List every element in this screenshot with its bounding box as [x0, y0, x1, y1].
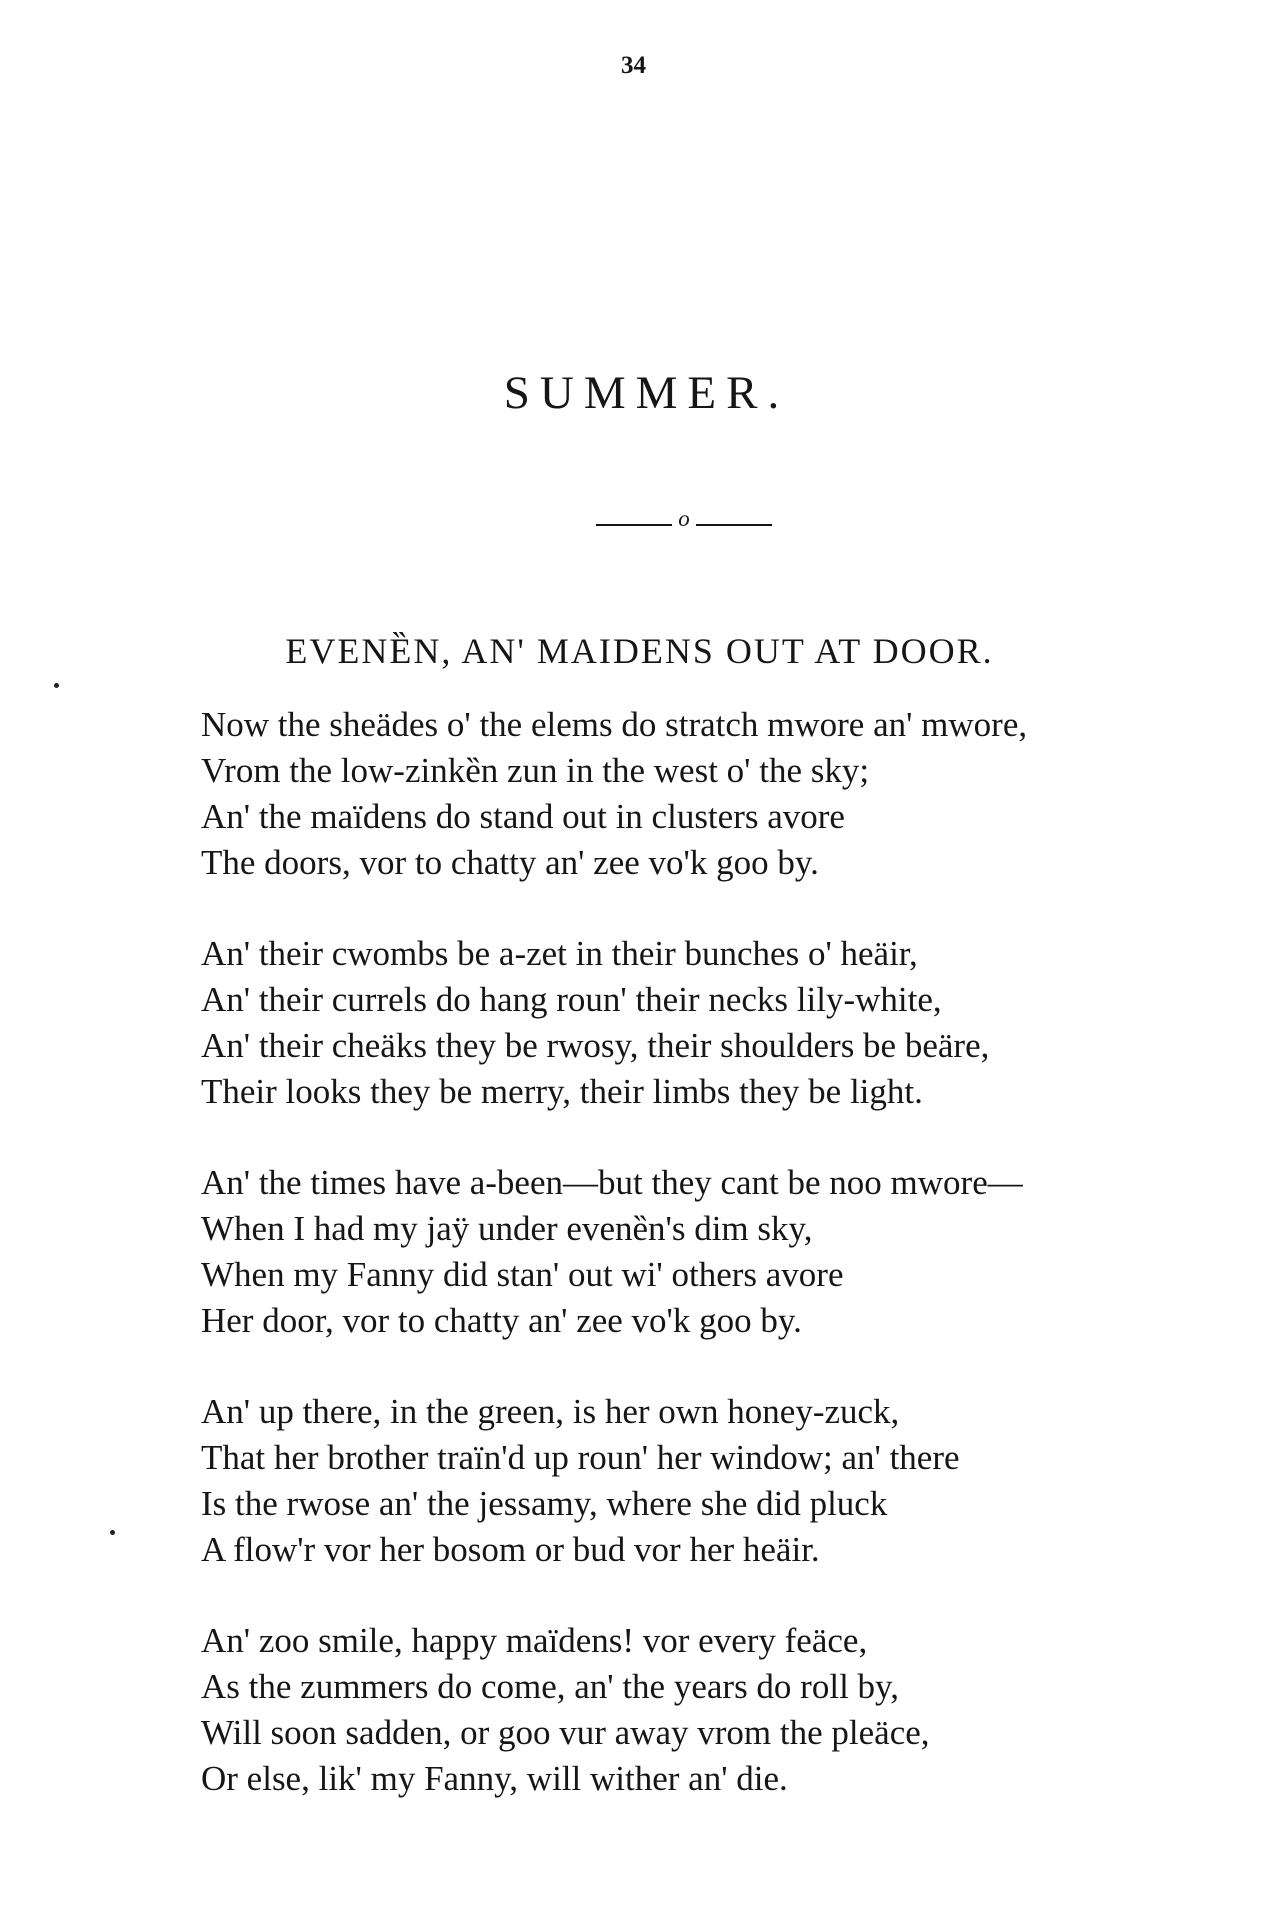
stanza-2 [201, 931, 1241, 1115]
stanza-4 [201, 1389, 1241, 1573]
stanza-3 [201, 1160, 1241, 1344]
divider-rule-left [596, 524, 672, 526]
poem-line: That her brother traïn'd up roun' her window; an' there [201, 1438, 960, 1477]
poem-line: Now the sheädes o' the elems do stratch mwore an' mwore, [201, 705, 1028, 744]
poem-line: An' up there, in the green, is her own honey-zuck, [201, 1392, 900, 1431]
poem-line: The doors, vor to chatty an' zee vo'k goo by. [201, 843, 819, 882]
poem-line: An' the maïdens do stand out in clusters avore [201, 797, 845, 836]
poem-line: An' their cheäks they be rwosy, their shoulders be beäre, [201, 1026, 990, 1065]
page-number: 34 [621, 52, 646, 79]
poem-line: Will soon sadden, or goo vur away vrom the pleäce, [201, 1713, 930, 1752]
poem [201, 702, 1241, 1847]
divider-rule-right [696, 524, 772, 526]
poem-title: EVENȄN, AN' MAIDENS OUT AT DOOR. [285, 631, 994, 671]
poem-line: An' their cwombs be a-zet in their bunches o' heäir, [201, 934, 918, 973]
ornament-divider [596, 506, 772, 542]
poem-line: When my Fanny did stan' out wi' others avore [201, 1255, 844, 1294]
poem-line: An' the times have a-been—but they cant be noo mwore— [201, 1163, 1023, 1202]
poem-line: An' zoo smile, happy maïdens! vor every feäce, [201, 1621, 868, 1660]
section-title: SUMMER. [503, 367, 790, 419]
poem-line: Her door, vor to chatty an' zee vo'k goo by. [201, 1301, 802, 1340]
poem-line: Is the rwose an' the jessamy, where she did pluck [201, 1484, 888, 1523]
divider-mark: o [678, 506, 690, 531]
stanza-1 [201, 702, 1241, 886]
poem-line: Vrom the low-zinkȅn zun in the west o' the sky; [201, 751, 870, 790]
poem-line: An' their currels do hang roun' their necks lily-white, [201, 980, 942, 1019]
print-speck [110, 1530, 115, 1535]
poem-line: As the zummers do come, an' the years do roll by, [201, 1667, 900, 1706]
stanza-5 [201, 1618, 1241, 1802]
poem-line: Their looks they be merry, their limbs they be light. [201, 1072, 923, 1111]
print-speck [54, 683, 59, 688]
poem-line: When I had my jaÿ under evenȅn's dim sky, [201, 1209, 813, 1248]
poem-line: A flow'r vor her bosom or bud vor her heäir. [201, 1530, 820, 1569]
poem-line: Or else, lik' my Fanny, will wither an' die. [201, 1759, 788, 1798]
